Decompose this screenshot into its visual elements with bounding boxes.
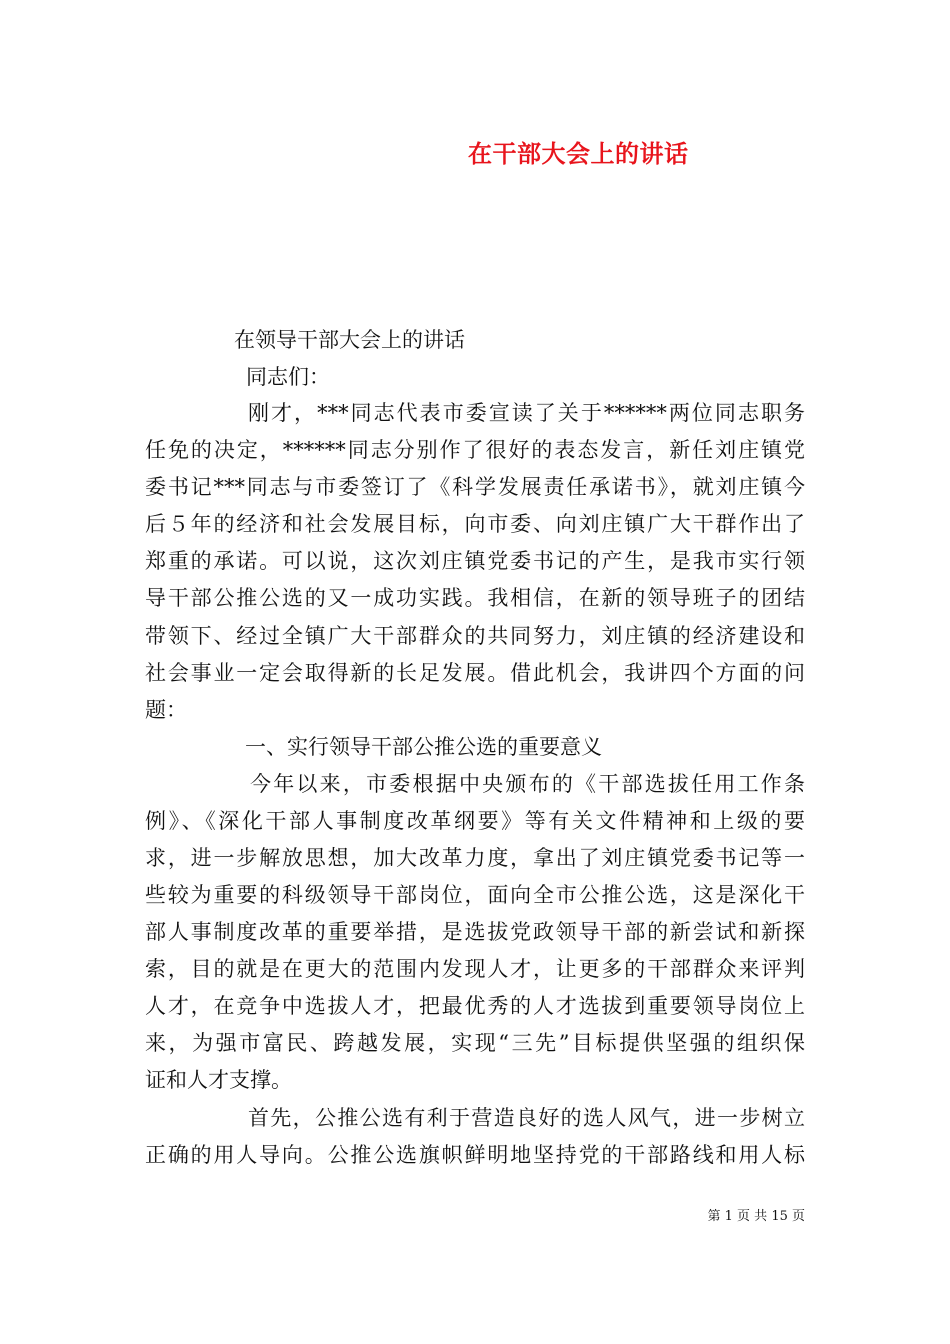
text-line: 今年以来，市委根据中央颁布的《干部选拔任用工作条: [250, 772, 805, 796]
speech-subtitle: 在领导干部大会上的讲话: [234, 328, 465, 352]
document-title: 在干部大会上的讲话: [468, 139, 689, 168]
text-line: 刚才，***同志代表市委宣读了关于******两位同志职务: [248, 401, 805, 425]
text-line: 题：: [145, 698, 187, 722]
text-line: 求，进一步解放思想，加大改革力度，拿出了刘庄镇党委书记等一: [145, 846, 805, 870]
text-line: 正确的用人导向。公推公选旗帜鲜明地坚持党的干部路线和用人标: [145, 1143, 805, 1167]
text-line: 社会事业一定会取得新的长足发展。借此机会，我讲四个方面的问: [145, 661, 805, 685]
text-line: 人才，在竞争中选拔人才，把最优秀的人才选拔到重要领导岗位上: [145, 994, 805, 1018]
text-line: 索，目的就是在更大的范围内发现人才，让更多的干部群众来评判: [145, 957, 805, 981]
text-line: 来，为强市富民、跨越发展，实现“三先”目标提供坚强的组织保: [145, 1031, 805, 1055]
text-line: 首先，公推公选有利于营造良好的选人风气，进一步树立: [248, 1106, 805, 1130]
text-line: 例》、《深化干部人事制度改革纲要》等有关文件精神和上级的要: [145, 809, 805, 833]
text-line: 证和人才支撑。: [145, 1068, 292, 1092]
text-line: 郑重的承诺。可以说，这次刘庄镇党委书记的产生，是我市实行领: [145, 549, 805, 573]
text-line: 导干部公推公选的又一成功实践。我相信，在新的领导班子的团结: [145, 586, 805, 610]
text-line: 带领下、经过全镇广大干部群众的共同努力，刘庄镇的经济建设和: [145, 624, 805, 648]
text-line: 任免的决定，******同志分别作了很好的表态发言，新任刘庄镇党: [145, 438, 805, 462]
section-heading: 一、实行领导干部公推公选的重要意义: [245, 735, 602, 759]
text-line: 部人事制度改革的重要举措，是选拔党政领导干部的新尝试和新探: [145, 920, 805, 944]
text-line: 些较为重要的科级领导干部岗位，面向全市公推公选，这是深化干: [145, 883, 805, 907]
text-line: 委书记***同志与市委签订了《科学发展责任承诺书》，就刘庄镇今: [145, 475, 805, 499]
text-line: 后５年的经济和社会发展目标，向市委、向刘庄镇广大干群作出了: [145, 512, 805, 536]
salutation: 同志们：: [246, 365, 330, 389]
page-number-footer: 第 1 页 共 15 页: [707, 1209, 805, 1224]
